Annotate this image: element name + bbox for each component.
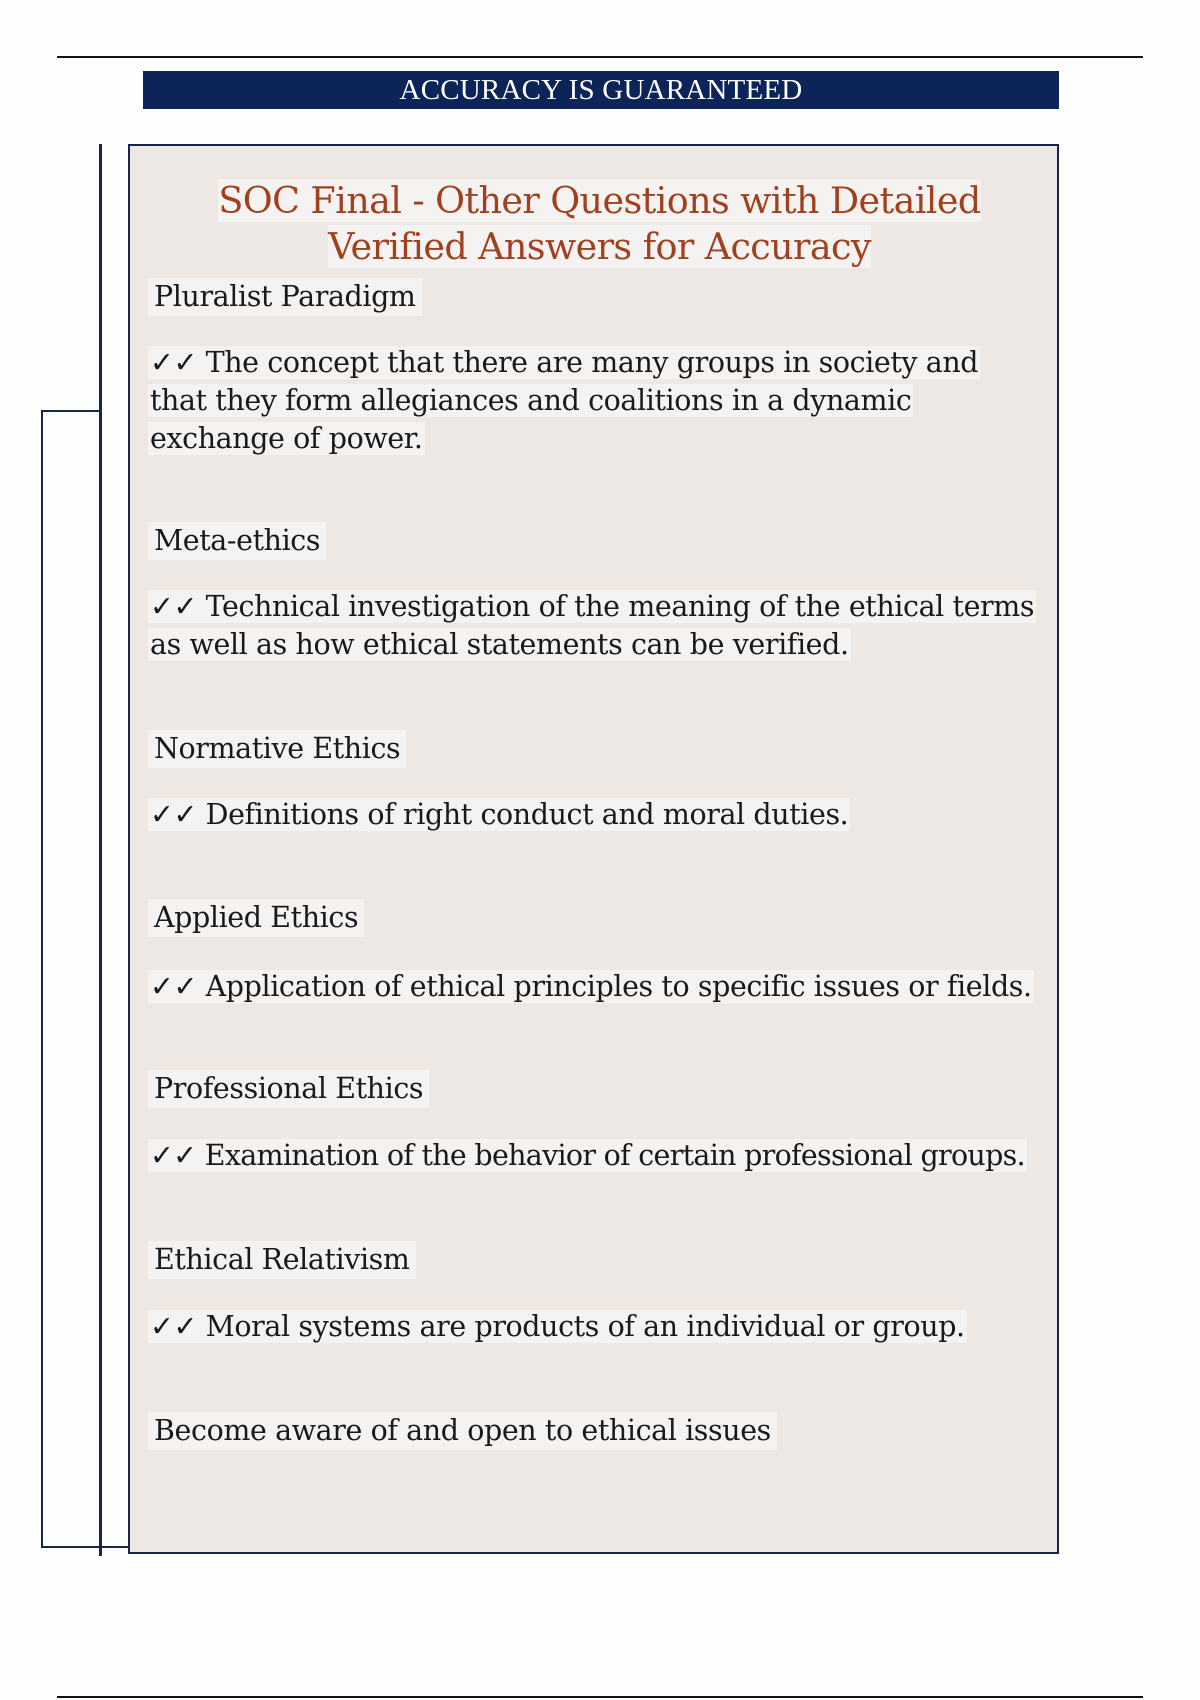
definition-text: ✓✓ The concept that there are many groups in society and that they form allegiances and coalitions in a dynamic exchange of power.: [150, 346, 979, 455]
term-meta-ethics: Meta-ethics: [148, 522, 326, 560]
definition-professional-ethics: [148, 1137, 1027, 1175]
term-professional-ethics: Professional Ethics: [148, 1070, 429, 1108]
bracket-outer-line: [41, 411, 43, 1548]
definition-ethical-relativism: [148, 1308, 967, 1346]
document-title-text: SOC Final - Other Questions with Detailed Verified Answers for Accuracy: [218, 179, 981, 268]
bracket-inner-line: [99, 144, 102, 1556]
definition-applied-ethics: [148, 968, 1034, 1006]
term-pluralist-paradigm: Pluralist Paradigm: [148, 278, 422, 316]
term-ethical-relativism: Ethical Relativism: [148, 1241, 416, 1279]
document-title: [144, 178, 1055, 270]
definition-text: ✓✓ Definitions of right conduct and moral duties.: [150, 798, 849, 831]
definition-text: ✓✓ Technical investigation of the meaning of the ethical terms as well as how ethical statements can be verified.: [150, 590, 1035, 661]
accuracy-banner: ACCURACY IS GUARANTEED: [143, 71, 1059, 109]
top-rule: [57, 56, 1143, 58]
term-become-aware: Become aware of and open to ethical issues: [148, 1412, 777, 1450]
definition-normative-ethics: [148, 796, 1043, 834]
content-card: [128, 144, 1059, 1554]
term-normative-ethics: Normative Ethics: [148, 730, 406, 768]
definition-text: ✓✓ Application of ethical principles to specific issues or fields.: [150, 970, 1032, 1003]
bracket-top-line: [41, 410, 101, 412]
definition-meta-ethics: [148, 588, 1043, 664]
definition-pluralist-paradigm: [148, 344, 1043, 458]
definition-text: ✓✓ Examination of the behavior of certain professional groups.: [150, 1139, 1025, 1172]
bottom-rule: [57, 1696, 1143, 1698]
definition-text: ✓✓ Moral systems are products of an individual or group.: [150, 1310, 965, 1343]
term-applied-ethics: Applied Ethics: [148, 899, 364, 937]
